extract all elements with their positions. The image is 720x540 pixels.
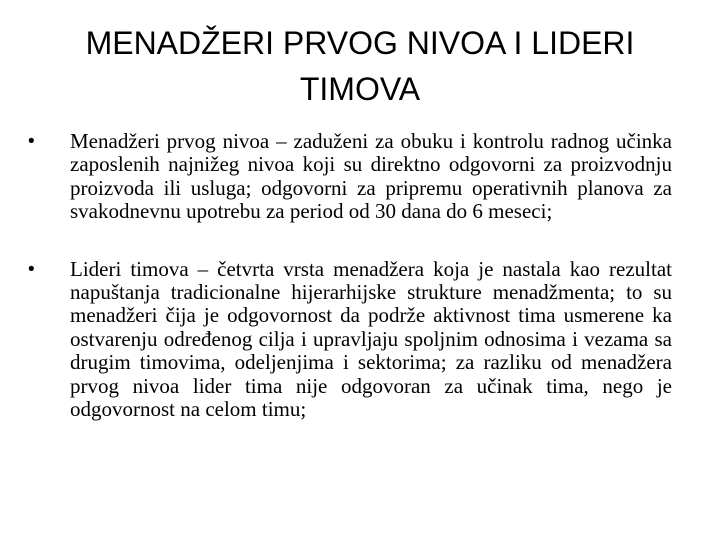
bullet-item-team-leaders [28,258,672,422]
bullet-icon: • [28,131,35,152]
bullet-text: Menadžeri prvog nivoa – zaduženi za obuku i kontrolu radnog učinka zaposlenih najnižeg nivoa koji su direktno odgovorni za proizvodnju proizvoda ili usluga; odgovorni za pripremu operativnih planova za svakodnevnu upotrebu za period od 30 dana do 6 meseci; [70,129,672,224]
bullet-icon: • [28,258,35,280]
bullet-item-first-level-managers [28,130,672,224]
bullet-list [28,130,672,421]
bullet-text: Lideri timova – četvrta vrsta menadžera koja je nastala kao rezultat napuštanja tradicionalne hijerarhijske strukture menadžmenta; to su menadžeri čija je odgovornost da podrže aktivnost tima usmerene ka ostvarenju određenog cilja i upravljaju spoljnim odnosima i vezama sa drugim timovima, odeljenjima i sektorima; za razliku od menadžera prvog nivoa lider tima nije odgovoran za učinak tima, nego je odgovornost na celom timu; [70,256,672,422]
slide-title: MENADŽERI PRVOG NIVOA I LIDERI TIMOVA [85,25,635,107]
